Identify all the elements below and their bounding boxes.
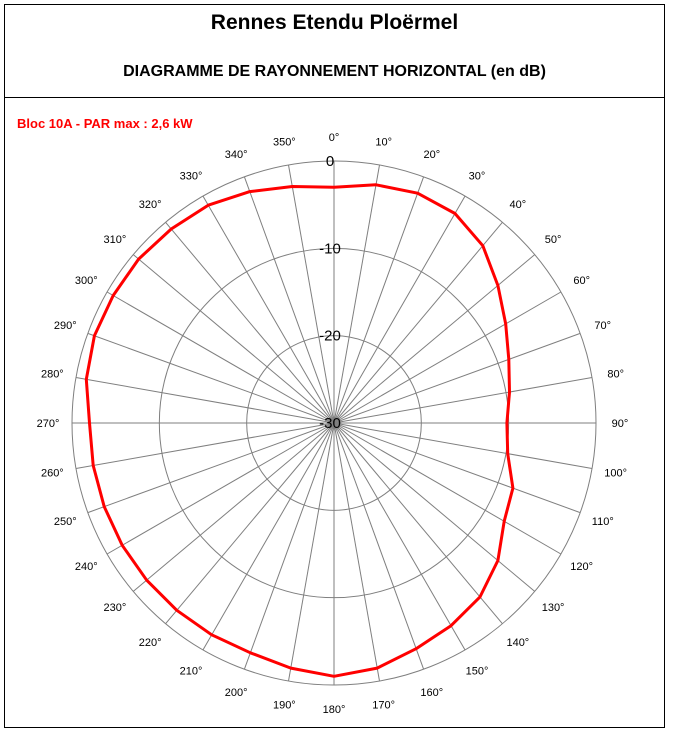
- angle-label: 160°: [420, 686, 444, 699]
- angle-label: 0°: [328, 132, 340, 144]
- angle-label: 40°: [509, 198, 527, 211]
- angle-label: 300°: [74, 275, 98, 287]
- angle-label: 80°: [607, 368, 624, 381]
- angle-label: 350°: [272, 136, 296, 149]
- angle-label: 340°: [224, 149, 248, 162]
- angle-label: 70°: [594, 320, 612, 333]
- angle-label: 280°: [40, 368, 64, 381]
- radial-tick-label: -20: [319, 327, 341, 345]
- radial-tick-label: -10: [319, 240, 341, 258]
- grid-spoke: [334, 333, 580, 423]
- page-title: Rennes Etendu Ploërmel: [210, 11, 459, 34]
- series-line: [86, 185, 513, 677]
- radial-tick-label: 0: [325, 153, 335, 170]
- angle-label: 140°: [506, 637, 530, 650]
- angle-label: 180°: [322, 704, 346, 716]
- angle-label: 230°: [103, 601, 127, 614]
- chart-subtitle: DIAGRAMME DE RAYONNEMENT HORIZONTAL (en dB): [123, 63, 546, 80]
- angle-label: 330°: [179, 170, 203, 183]
- grid-spoke: [334, 177, 424, 423]
- angle-label: 30°: [468, 170, 486, 183]
- angle-label: 120°: [570, 561, 594, 573]
- angle-label: 260°: [40, 467, 64, 480]
- angle-label: 90°: [611, 418, 629, 430]
- angle-label: 240°: [74, 561, 98, 573]
- angle-label: 220°: [138, 637, 162, 650]
- angle-label: 250°: [53, 515, 77, 528]
- grid-spoke: [88, 423, 334, 513]
- angle-label: 50°: [544, 234, 562, 247]
- angle-label: 60°: [573, 275, 591, 287]
- grid-spoke: [88, 333, 334, 423]
- angle-label: 20°: [423, 149, 441, 162]
- radial-tick-label: -30: [319, 415, 341, 432]
- angle-label: 270°: [36, 418, 60, 430]
- angle-label: 200°: [224, 686, 248, 699]
- angle-label: 320°: [138, 198, 162, 211]
- grid-spoke: [334, 423, 580, 513]
- grid-spoke: [244, 177, 334, 423]
- angle-label: 100°: [604, 467, 628, 480]
- angle-label: 190°: [272, 699, 296, 712]
- angle-label: 210°: [179, 665, 203, 678]
- angle-label: 150°: [465, 665, 489, 678]
- angle-label: 170°: [372, 699, 396, 712]
- angle-label: 110°: [591, 515, 614, 528]
- grid-spoke: [334, 423, 424, 669]
- angle-label: 130°: [541, 601, 565, 614]
- angle-label: 310°: [103, 234, 127, 247]
- angle-label: 290°: [53, 320, 77, 333]
- series-label: Bloc 10A - PAR max : 2,6 kW: [17, 116, 193, 131]
- angle-label: 10°: [375, 136, 392, 149]
- grid-spoke: [244, 423, 334, 669]
